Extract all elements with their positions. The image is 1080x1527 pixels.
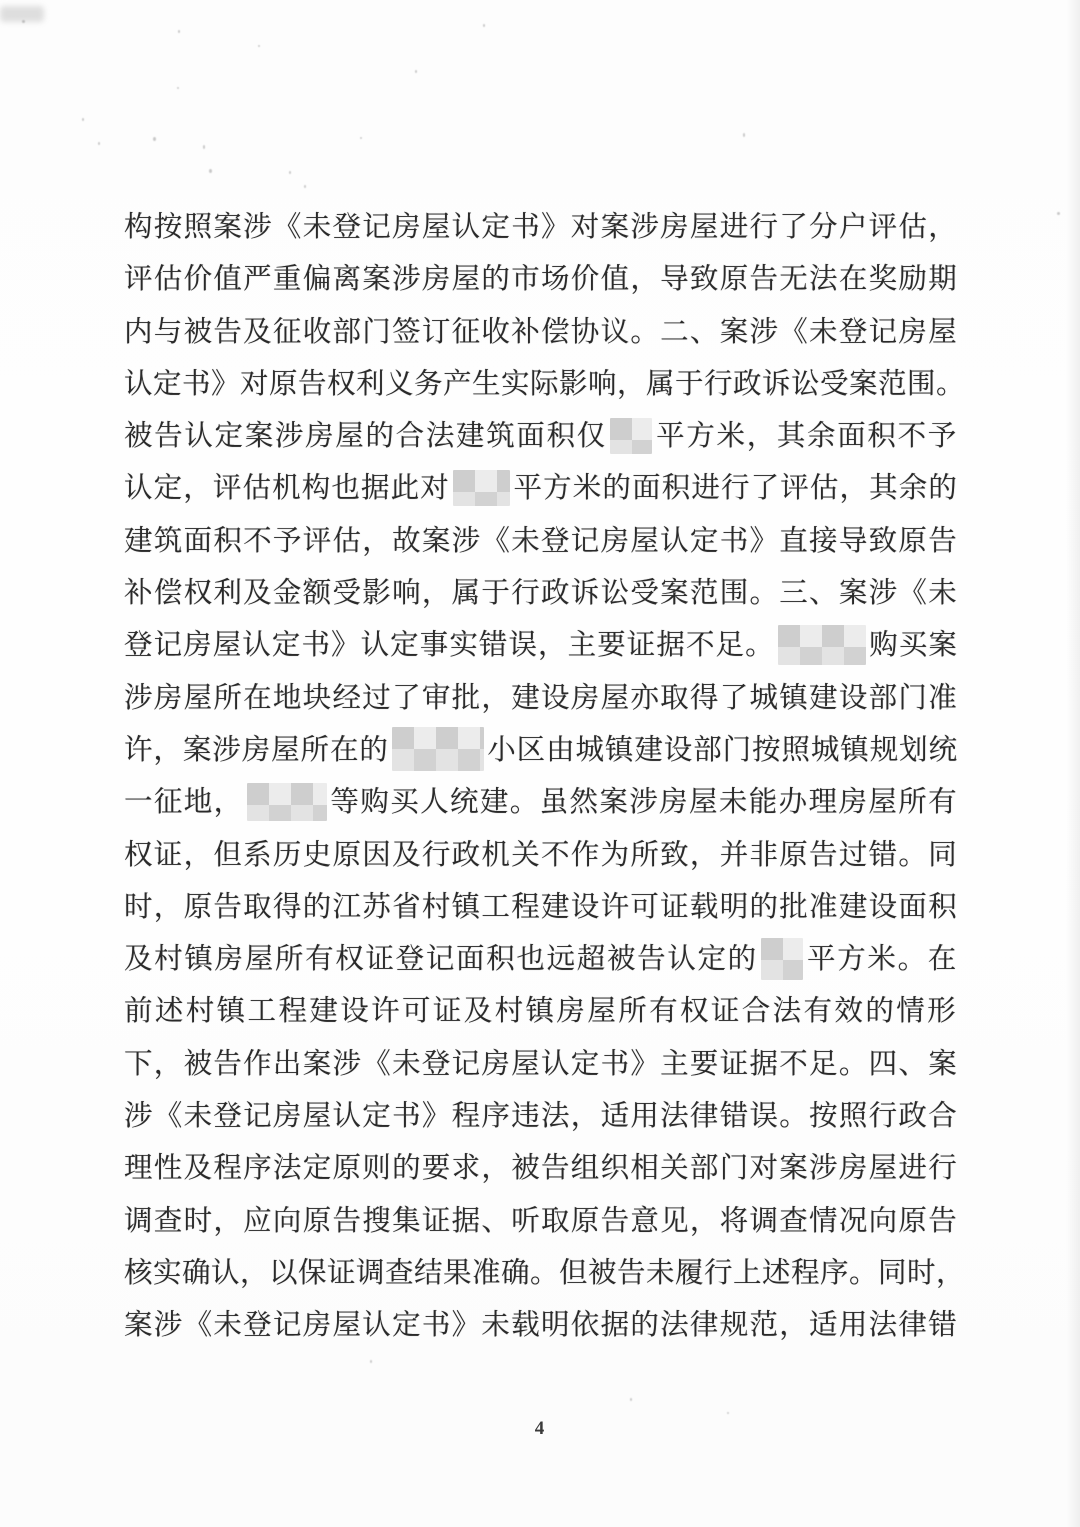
text-line: [124, 1248, 966, 1300]
text-line: [124, 202, 958, 254]
scan-speck: [630, 1398, 632, 1401]
text-segment: 等购买人统建。虽然案涉房屋未能办理房屋所有: [329, 787, 958, 819]
text-line: [124, 307, 958, 359]
text-line: [124, 1143, 958, 1195]
text-line: [124, 725, 958, 777]
text-segment: 前述村镇工程建设许可证及村镇房屋所有权证合法有效的情形: [124, 996, 958, 1028]
redaction-block: [247, 783, 327, 821]
text-segment: 案涉《未登记房屋认定书》未载明依据的法律规范，适用法律错: [124, 1310, 958, 1342]
page-number: 4: [534, 1418, 546, 1439]
scan-speck: [22, 20, 25, 23]
text-line: [124, 411, 958, 463]
text-segment: 内与被告及征收部门签订征收补偿协议。二、案涉《未登记房屋: [124, 316, 958, 348]
scan-edge-shade: [1066, 0, 1080, 1527]
scan-speck: [727, 1412, 729, 1414]
redaction-block: [392, 727, 484, 771]
text-line: [124, 1091, 958, 1143]
text-segment: 调查时，应向原告搜集证据、听取原告意见，将调查情况向原告: [124, 1205, 958, 1237]
text-segment: 认定书》对原告权利义务产生实际影响，属于行政诉讼受案范围。: [124, 368, 966, 400]
scan-speck: [203, 145, 205, 149]
text-line: [124, 1196, 958, 1248]
text-segment: 一征地，: [124, 787, 244, 819]
scan-speck: [743, 133, 745, 137]
text-segment: 理性及程序法定原则的要求，被告组织相关部门对案涉房屋进行: [124, 1153, 958, 1185]
text-line: [124, 620, 958, 672]
text-line: [124, 830, 958, 882]
text-line: [124, 1300, 958, 1352]
text-line: [124, 568, 958, 620]
scan-speck: [178, 30, 180, 33]
text-segment: 及村镇房屋所有权证登记面积也远超被告认定的: [124, 944, 758, 976]
scan-speck: [153, 137, 156, 141]
scan-speck: [1057, 212, 1060, 215]
scan-speck: [483, 24, 485, 27]
text-segment: 建筑面积不予评估，故案涉《未登记房屋认定书》直接导致原告: [124, 525, 958, 557]
text-line: [124, 359, 966, 411]
text-line: [124, 516, 958, 568]
scan-speck: [289, 171, 291, 174]
text-line: [124, 254, 958, 306]
text-segment: 下，被告作出案涉《未登记房屋认定书》主要证据不足。四、案: [124, 1048, 958, 1080]
text-segment: 涉房屋所在地块经过了审批，建设房屋亦取得了城镇建设部门准: [124, 682, 958, 714]
scan-speck: [82, 118, 84, 121]
text-segment: 小区由城镇建设部门按照城镇规划统: [486, 734, 958, 766]
text-segment: 平方米的面积进行了评估，其余的: [512, 473, 958, 505]
text-segment: 时，原告取得的江苏省村镇工程建设许可证载明的批准建设面积: [124, 891, 958, 923]
text-line: [124, 463, 958, 515]
scan-speck: [177, 87, 179, 89]
redaction-block: [761, 938, 803, 980]
text-line: [124, 934, 958, 986]
text-segment: 认定，评估机构也据此对: [124, 473, 450, 505]
text-line: [124, 1039, 958, 1091]
scan-speck: [370, 1360, 372, 1363]
redaction-block: [610, 418, 652, 454]
text-segment: 核实确认，以保证调查结果准确。但被告未履行上述程序。同时，: [124, 1257, 966, 1289]
text-segment: 登记房屋认定书》认定事实错误，主要证据不足。: [124, 630, 775, 662]
text-line: [124, 673, 958, 725]
text-segment: 平方米。在: [805, 944, 958, 976]
text-segment: 补偿权利及金额受影响，属于行政诉讼受案范围。三、案涉《未: [124, 578, 958, 610]
text-segment: 权证，但系历史原因及行政机关不作为所致，并非原告过错。同: [124, 839, 958, 871]
text-line: [124, 986, 958, 1038]
scan-speck: [98, 142, 100, 145]
scan-speck: [209, 169, 212, 173]
text-segment: 购买案: [868, 630, 958, 662]
text-line: [124, 777, 958, 829]
text-segment: 涉《未登记房屋认定书》程序违法，适用法律错误。按照行政合: [124, 1101, 958, 1133]
text-segment: 评估价值严重偏离案涉房屋的市场价值，导致原告无法在奖励期: [124, 264, 958, 296]
scan-speck: [415, 70, 417, 73]
scan-speck: [258, 45, 260, 47]
redaction-block: [778, 625, 866, 665]
text-segment: 平方米，其余面积不予: [654, 421, 958, 453]
document-body: [124, 202, 966, 1353]
redaction-block: [453, 470, 510, 506]
text-segment: 许，案涉房屋所在的: [124, 734, 389, 766]
text-segment: 构按照案涉《未登记房屋认定书》对案涉房屋进行了分户评估，: [124, 212, 958, 243]
scan-speck: [360, 137, 362, 139]
text-line: [124, 882, 958, 934]
scan-speck: [304, 185, 306, 188]
text-segment: 被告认定案涉房屋的合法建筑面积仅: [124, 421, 607, 453]
